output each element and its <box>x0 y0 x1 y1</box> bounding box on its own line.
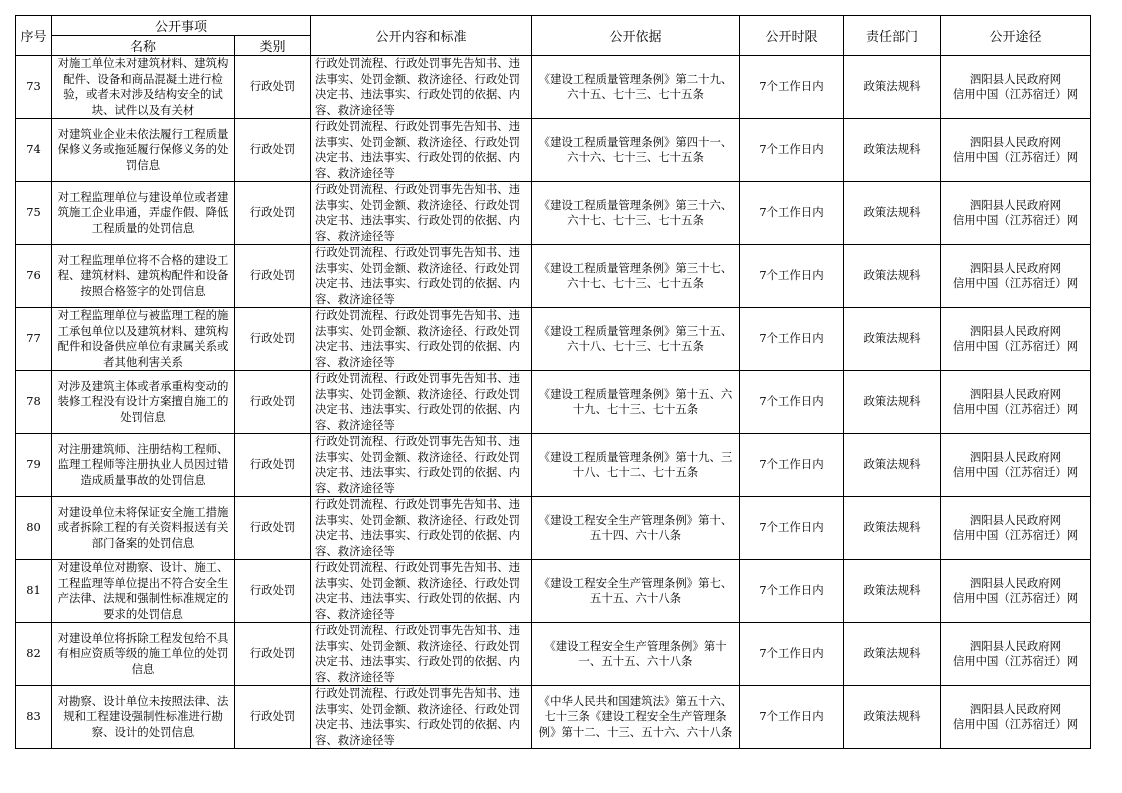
item-basis-text: 《建设工程安全生产管理条例》第七、五十五、六十八条 <box>538 575 733 605</box>
item-basis-text: 《建设工程质量管理条例》第二十九、六十五、七十三、七十五条 <box>538 71 733 101</box>
item-name-text: 对建筑业企业未依法履行工程质量保修义务或拖延履行保修义务的处罚信息 <box>57 126 229 172</box>
table-row <box>16 182 1091 245</box>
item-content-text: 行政处罚流程、行政处罚事先告知书、违法事实、处罚金额、救济途径、行政处罚决定书、违法事实、行政处罚的依据、内容、救济途径等 <box>315 56 521 117</box>
item-channel <box>941 119 1091 182</box>
table-body <box>16 56 1091 749</box>
item-basis-text: 《建设工程质量管理条例》第四十一、六十六、七十三、七十五条 <box>538 134 733 164</box>
item-time-limit: 7个工作日内 <box>740 56 844 119</box>
item-channel <box>941 686 1091 749</box>
item-department: 政策法规科 <box>844 245 941 308</box>
item-name-text: 对工程监理单位与被监理工程的施工承包单位以及建筑材料、建筑构配件和设备供应单位有隶属关系或者其他利害关系 <box>57 308 229 369</box>
item-name-text: 对工程监理单位与建设单位或者建筑施工企业串通，弄虚作假、降低工程质量的处罚信息 <box>57 189 229 235</box>
item-name <box>52 686 235 749</box>
item-content-text: 行政处罚流程、行政处罚事先告知书、违法事实、处罚金额、救济途径、行政处罚决定书、违法事实、行政处罚的依据、内容、救济途径等 <box>315 434 521 495</box>
item-channel <box>941 497 1091 560</box>
channel-line-1: 泗阳县人民政府网 <box>969 134 1062 149</box>
item-content <box>311 560 532 623</box>
item-department: 政策法规科 <box>844 308 941 371</box>
item-name <box>52 497 235 560</box>
row-number: 81 <box>16 560 52 623</box>
item-channel <box>941 308 1091 371</box>
item-basis <box>532 560 740 623</box>
item-name <box>52 434 235 497</box>
row-number: 74 <box>16 119 52 182</box>
header-content: 公开内容和标准 <box>311 16 532 56</box>
item-category: 行政处罚 <box>235 686 311 749</box>
row-number: 83 <box>16 686 52 749</box>
table-row <box>16 560 1091 623</box>
item-name <box>52 623 235 686</box>
row-number: 79 <box>16 434 52 497</box>
item-basis-text: 《建设工程质量管理条例》第十九、三十八、七十二、七十五条 <box>538 449 733 479</box>
item-category: 行政处罚 <box>235 623 311 686</box>
item-category: 行政处罚 <box>235 308 311 371</box>
disclosure-sheet <box>15 15 1091 749</box>
item-name-text: 对涉及建筑主体或者承重构变动的装修工程没有设计方案擅自施工的处罚信息 <box>57 378 229 424</box>
item-category: 行政处罚 <box>235 497 311 560</box>
item-content-text: 行政处罚流程、行政处罚事先告知书、违法事实、处罚金额、救济途径、行政处罚决定书、违法事实、行政处罚的依据、内容、救济途径等 <box>315 119 521 180</box>
item-name-text: 对建设单位对勘察、设计、施工、工程监理等单位提出不符合安全生产法律、法规和强制性标准规定的要求的处罚信息 <box>57 560 229 621</box>
item-channel <box>941 182 1091 245</box>
header-seq: 序号 <box>16 16 52 56</box>
item-time-limit: 7个工作日内 <box>740 371 844 434</box>
channel-line-2: 信用中国（江苏宿迁）网 <box>952 591 1079 605</box>
item-channel <box>941 56 1091 119</box>
item-basis <box>532 245 740 308</box>
item-content-text: 行政处罚流程、行政处罚事先告知书、违法事实、处罚金额、救济途径、行政处罚决定书、违法事实、行政处罚的依据、内容、救济途径等 <box>315 182 521 243</box>
item-basis-text: 《建设工程安全生产管理条例》第十、五十四、六十八条 <box>538 512 733 542</box>
item-name <box>52 371 235 434</box>
item-name-text: 对建设单位未将保证安全施工措施或者拆除工程的有关资料报送有关部门备案的处罚信息 <box>57 504 229 550</box>
item-content-text: 行政处罚流程、行政处罚事先告知书、违法事实、处罚金额、救济途径、行政处罚决定书、违法事实、行政处罚的依据、内容、救济途径等 <box>315 560 521 621</box>
item-department: 政策法规科 <box>844 623 941 686</box>
item-content-text: 行政处罚流程、行政处罚事先告知书、违法事实、处罚金额、救济途径、行政处罚决定书、违法事实、行政处罚的依据、内容、救济途径等 <box>315 371 521 432</box>
item-category: 行政处罚 <box>235 119 311 182</box>
table-row <box>16 56 1091 119</box>
channel-line-1: 泗阳县人民政府网 <box>969 197 1062 212</box>
item-content <box>311 245 532 308</box>
table-row <box>16 119 1091 182</box>
header-category: 类别 <box>235 36 311 56</box>
item-department: 政策法规科 <box>844 182 941 245</box>
channel-line-1: 泗阳县人民政府网 <box>969 71 1062 86</box>
item-content-text: 行政处罚流程、行政处罚事先告知书、违法事实、处罚金额、救济途径、行政处罚决定书、违法事实、行政处罚的依据、内容、救济途径等 <box>315 497 521 558</box>
item-department: 政策法规科 <box>844 686 941 749</box>
table-row <box>16 245 1091 308</box>
item-channel <box>941 245 1091 308</box>
header-row-top <box>16 16 1091 36</box>
item-basis <box>532 497 740 560</box>
item-name-text: 对工程监理单位将不合格的建设工程、建筑材料、建筑构配件和设备按照合格签字的处罚信息 <box>57 252 229 298</box>
header-channel: 公开途径 <box>941 16 1091 56</box>
table-row <box>16 434 1091 497</box>
channel-line-2: 信用中国（江苏宿迁）网 <box>952 150 1079 164</box>
item-category: 行政处罚 <box>235 371 311 434</box>
item-content <box>311 308 532 371</box>
channel-line-1: 泗阳县人民政府网 <box>969 449 1062 464</box>
item-content <box>311 119 532 182</box>
item-name-text: 对注册建筑师、注册结构工程师、监理工程师等注册执业人员因过错造成质量事故的处罚信息 <box>57 441 229 487</box>
item-name <box>52 308 235 371</box>
item-time-limit: 7个工作日内 <box>740 686 844 749</box>
item-basis <box>532 434 740 497</box>
channel-line-2: 信用中国（江苏宿迁）网 <box>952 528 1079 542</box>
header-group: 公开事项 <box>52 16 311 36</box>
item-name <box>52 182 235 245</box>
channel-line-2: 信用中国（江苏宿迁）网 <box>952 402 1079 416</box>
item-name <box>52 56 235 119</box>
item-time-limit: 7个工作日内 <box>740 560 844 623</box>
item-department: 政策法规科 <box>844 434 941 497</box>
table-row <box>16 308 1091 371</box>
item-basis-text: 《建设工程质量管理条例》第十五、六十九、七十三、七十五条 <box>538 386 733 416</box>
table-row <box>16 686 1091 749</box>
item-content <box>311 497 532 560</box>
item-department: 政策法规科 <box>844 56 941 119</box>
item-content <box>311 686 532 749</box>
item-basis-text: 《建设工程质量管理条例》第三十五、六十八、七十三、七十五条 <box>538 323 733 353</box>
table-row <box>16 623 1091 686</box>
header-name: 名称 <box>52 36 235 56</box>
item-category: 行政处罚 <box>235 182 311 245</box>
channel-line-2: 信用中国（江苏宿迁）网 <box>952 339 1079 353</box>
item-channel <box>941 623 1091 686</box>
item-time-limit: 7个工作日内 <box>740 497 844 560</box>
table-row <box>16 497 1091 560</box>
channel-line-1: 泗阳县人民政府网 <box>969 701 1062 716</box>
channel-line-2: 信用中国（江苏宿迁）网 <box>952 654 1079 668</box>
row-number: 80 <box>16 497 52 560</box>
item-time-limit: 7个工作日内 <box>740 434 844 497</box>
item-category: 行政处罚 <box>235 560 311 623</box>
item-time-limit: 7个工作日内 <box>740 182 844 245</box>
item-content-text: 行政处罚流程、行政处罚事先告知书、违法事实、处罚金额、救济途径、行政处罚决定书、违法事实、行政处罚的依据、内容、救济途径等 <box>315 245 521 306</box>
item-basis-text: 《中华人民共和国建筑法》第五十六、七十三条《建设工程安全生产管理条例》第十二、十三、五十六、六十八条 <box>538 693 733 739</box>
item-name <box>52 245 235 308</box>
item-content <box>311 371 532 434</box>
item-basis <box>532 308 740 371</box>
channel-line-1: 泗阳县人民政府网 <box>969 386 1062 401</box>
item-content <box>311 434 532 497</box>
item-department: 政策法规科 <box>844 119 941 182</box>
item-basis <box>532 371 740 434</box>
item-time-limit: 7个工作日内 <box>740 623 844 686</box>
item-department: 政策法规科 <box>844 371 941 434</box>
item-name-text: 对勘察、设计单位未按照法律、法规和工程建设强制性标准进行勘察、设计的处罚信息 <box>57 693 229 739</box>
item-channel <box>941 560 1091 623</box>
table-row <box>16 371 1091 434</box>
item-channel <box>941 434 1091 497</box>
item-name <box>52 560 235 623</box>
row-number: 78 <box>16 371 52 434</box>
item-content <box>311 182 532 245</box>
channel-line-1: 泗阳县人民政府网 <box>969 260 1062 275</box>
channel-line-1: 泗阳县人民政府网 <box>969 575 1062 590</box>
item-content <box>311 623 532 686</box>
channel-line-1: 泗阳县人民政府网 <box>969 323 1062 338</box>
row-number: 73 <box>16 56 52 119</box>
channel-line-2: 信用中国（江苏宿迁）网 <box>952 87 1079 101</box>
item-basis-text: 《建设工程质量管理条例》第三十七、六十七、七十三、七十五条 <box>538 260 733 290</box>
item-department: 政策法规科 <box>844 497 941 560</box>
channel-line-2: 信用中国（江苏宿迁）网 <box>952 465 1079 479</box>
item-basis <box>532 56 740 119</box>
channel-line-2: 信用中国（江苏宿迁）网 <box>952 276 1079 290</box>
item-channel <box>941 371 1091 434</box>
row-number: 76 <box>16 245 52 308</box>
item-name-text: 对施工单位未对建筑材料、建筑构配件、设备和商品混凝土进行检验，或者未对涉及结构安全的试块、试件以及有关材 <box>57 56 229 117</box>
header-time-limit: 公开时限 <box>740 16 844 56</box>
channel-line-1: 泗阳县人民政府网 <box>969 512 1062 527</box>
channel-line-1: 泗阳县人民政府网 <box>969 638 1062 653</box>
channel-line-2: 信用中国（江苏宿迁）网 <box>952 717 1079 731</box>
item-basis-text: 《建设工程质量管理条例》第三十六、六十七、七十三、七十五条 <box>538 197 733 227</box>
channel-line-2: 信用中国（江苏宿迁）网 <box>952 213 1079 227</box>
item-basis <box>532 623 740 686</box>
row-number: 82 <box>16 623 52 686</box>
item-department: 政策法规科 <box>844 560 941 623</box>
item-basis <box>532 182 740 245</box>
row-number: 77 <box>16 308 52 371</box>
item-category: 行政处罚 <box>235 434 311 497</box>
item-category: 行政处罚 <box>235 56 311 119</box>
item-content-text: 行政处罚流程、行政处罚事先告知书、违法事实、处罚金额、救济途径、行政处罚决定书、违法事实、行政处罚的依据、内容、救济途径等 <box>315 686 521 747</box>
item-time-limit: 7个工作日内 <box>740 308 844 371</box>
item-name <box>52 119 235 182</box>
item-content-text: 行政处罚流程、行政处罚事先告知书、违法事实、处罚金额、救济途径、行政处罚决定书、违法事实、行政处罚的依据、内容、救济途径等 <box>315 623 521 684</box>
item-name-text: 对建设单位将拆除工程发包给不具有相应资质等级的施工单位的处罚信息 <box>57 630 229 676</box>
row-number: 75 <box>16 182 52 245</box>
item-time-limit: 7个工作日内 <box>740 119 844 182</box>
header-department: 责任部门 <box>844 16 941 56</box>
item-time-limit: 7个工作日内 <box>740 245 844 308</box>
item-content <box>311 56 532 119</box>
item-basis-text: 《建设工程安全生产管理条例》第十一、五十五、六十八条 <box>544 638 727 668</box>
disclosure-table <box>15 15 1091 749</box>
item-basis <box>532 686 740 749</box>
item-category: 行政处罚 <box>235 245 311 308</box>
item-content-text: 行政处罚流程、行政处罚事先告知书、违法事实、处罚金额、救济途径、行政处罚决定书、违法事实、行政处罚的依据、内容、救济途径等 <box>315 308 521 369</box>
header-basis: 公开依据 <box>532 16 740 56</box>
item-basis <box>532 119 740 182</box>
